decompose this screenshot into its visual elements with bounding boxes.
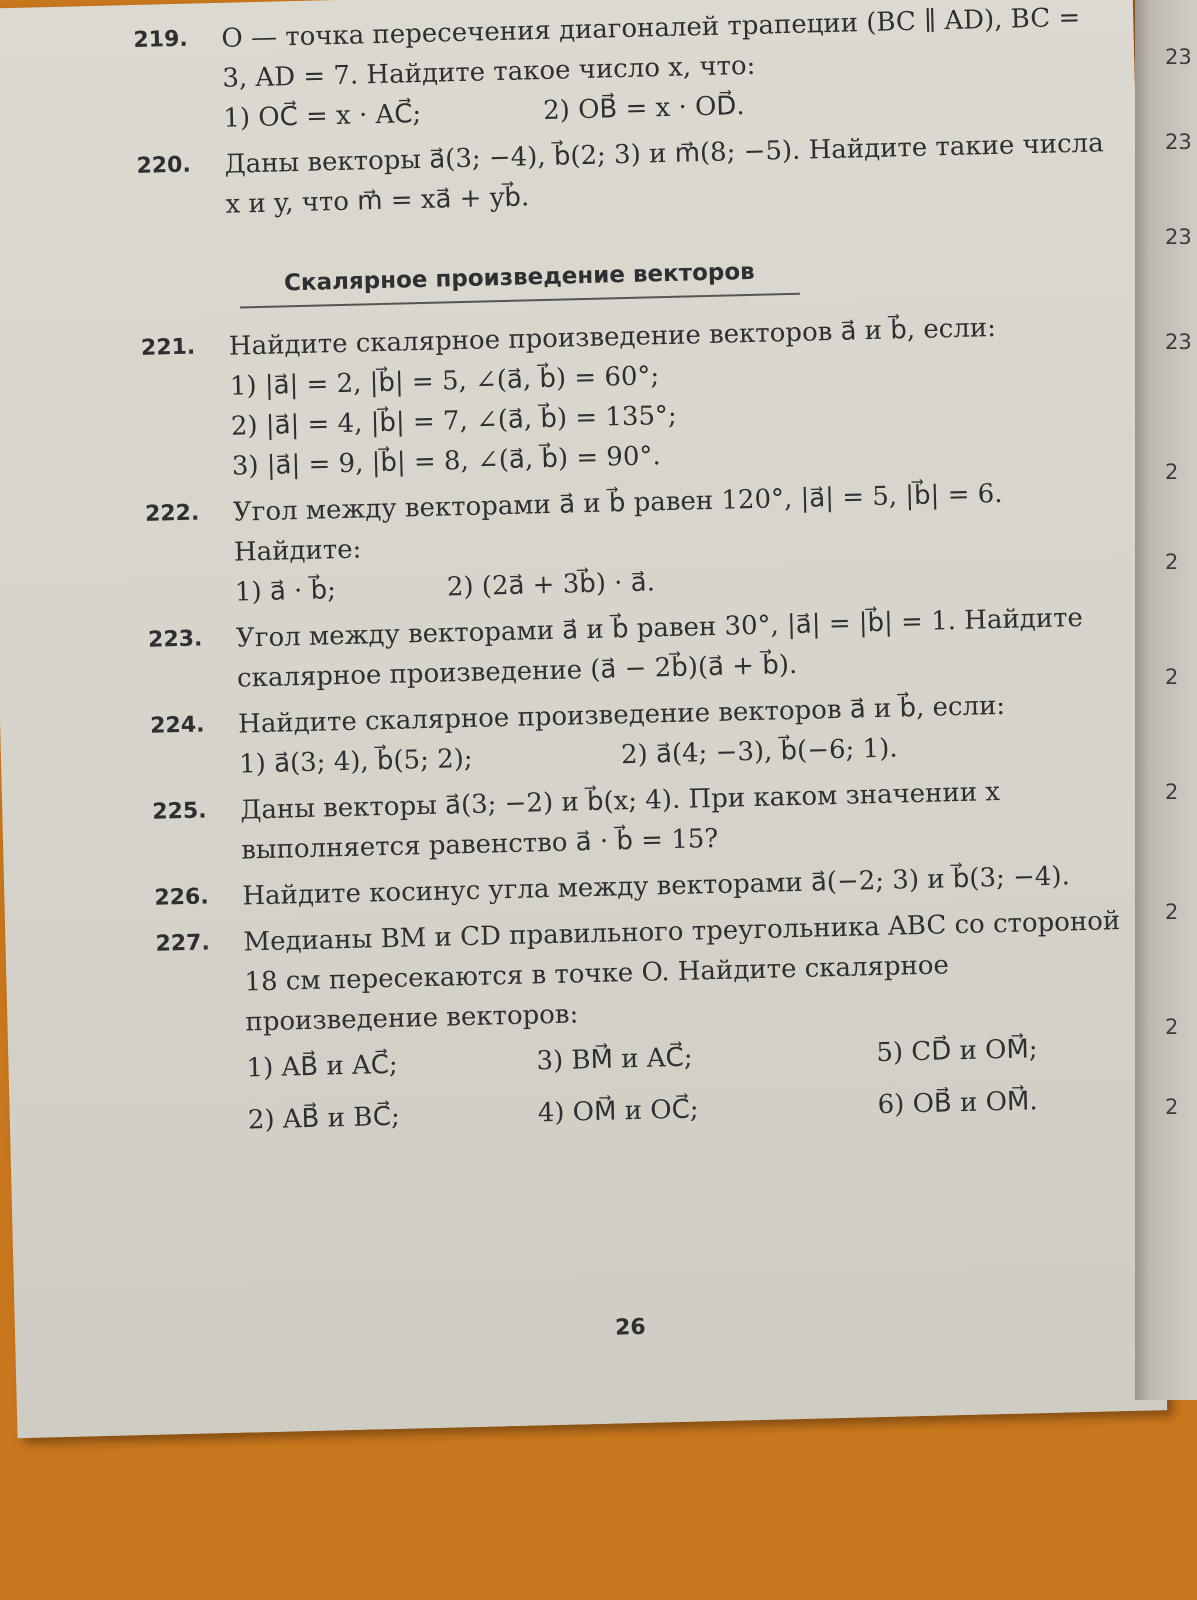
adjacent-page-number: 2 xyxy=(1165,550,1179,574)
problem-224 xyxy=(150,683,1127,787)
adjacent-page-number: 2 xyxy=(1165,1015,1179,1039)
sub-item: 1) OC⃗ = x · AC⃗; xyxy=(223,98,422,134)
problem-text: Даны векторы a⃗(3; −4), b⃗(2; 3) и m⃗(8; −5). Найдите такие числа x и y, что m⃗ = xa⃗ + yb⃗. xyxy=(224,128,1104,220)
problem-number: 219. xyxy=(133,26,189,53)
sub-item: 3) BM⃗ и AC⃗; xyxy=(536,1042,693,1077)
sub-item: 4) OM⃗ и OC⃗; xyxy=(537,1094,699,1129)
problem-223 xyxy=(148,597,1125,701)
problem-225 xyxy=(152,769,1129,873)
sub-item: 2) |a⃗| = 4, |b⃗| = 7, ∠(a⃗, b⃗) = 135°; xyxy=(230,400,678,442)
adjacent-page-number: 23 xyxy=(1165,225,1192,249)
page-number: 26 xyxy=(614,1314,646,1341)
page-content xyxy=(133,0,1135,1143)
adjacent-page-edge xyxy=(1135,0,1197,1400)
adjacent-page-number: 2 xyxy=(1165,900,1179,924)
sub-item: 2) AB⃗ и BC⃗; xyxy=(247,1101,401,1136)
problem-number: 227. xyxy=(155,930,211,957)
problem-221 xyxy=(141,305,1120,489)
problem-number: 226. xyxy=(154,884,209,911)
problem-number: 221. xyxy=(140,334,196,361)
problem-number: 220. xyxy=(136,152,192,179)
adjacent-page-number: 23 xyxy=(1165,45,1192,69)
sub-item: 3) |a⃗| = 9, |b⃗| = 8, ∠(a⃗, b⃗) = 90°. xyxy=(231,441,662,482)
adjacent-page-number: 2 xyxy=(1165,1095,1179,1119)
sub-items xyxy=(229,345,1119,487)
problem-219 xyxy=(133,0,1111,141)
adjacent-page-number: 2 xyxy=(1165,665,1179,689)
problem-number: 225. xyxy=(152,798,207,825)
problem-text: Медианы BM и CD правильного треугольника ABC со стороной 18 см пересекаются в точке O. Найдите скалярное произведение векторов: xyxy=(243,906,1121,1038)
sub-item: 1) AB⃗ и AC⃗; xyxy=(246,1049,399,1084)
adjacent-page-number: 23 xyxy=(1165,330,1192,354)
problem-227 xyxy=(155,901,1135,1143)
sub-item: 1) a⃗(3; 4), b⃗(5; 2); xyxy=(238,743,473,780)
problem-number: 222. xyxy=(144,500,200,527)
problem-text: Найдите скалярное произведение векторов a⃗ и b⃗, если: xyxy=(237,690,1006,740)
sub-item: 2) a⃗(4; −3), b⃗(−6; 1). xyxy=(620,733,898,771)
problem-number: 224. xyxy=(149,712,205,739)
sub-item: 6) OB⃗ и OM⃗. xyxy=(877,1086,1038,1121)
section-heading: Скалярное произведение векторов xyxy=(239,251,800,309)
problem-text: Угол между векторами a⃗ и b⃗ равен 30°, |a⃗| = |b⃗| = 1. Найдите скалярное произведение (a⃗ − 2b⃗)(a⃗ + b⃗). xyxy=(235,602,1084,694)
sub-item: 2) OB⃗ = x · OD⃗. xyxy=(542,91,745,126)
adjacent-page-number: 2 xyxy=(1165,460,1179,484)
sub-item: 1) a⃗ · b⃗; xyxy=(234,575,337,608)
problem-text: Найдите косинус угла между векторами a⃗(−2; 3) и b⃗(3; −4). xyxy=(242,861,1071,912)
sub-item: 5) CD⃗ и OM⃗; xyxy=(876,1034,1038,1069)
problem-220 xyxy=(136,123,1113,227)
sub-items xyxy=(246,1027,1135,1141)
problem-222 xyxy=(145,471,1123,615)
problem-text: O — точка пересечения диагоналей трапеции (BC ∥ AD), BC = 3, AD = 7. Найдите такое число x, что: xyxy=(221,2,1081,94)
sub-item: 2) (2a⃗ + 3b⃗) · a⃗. xyxy=(446,567,656,603)
sub-item: 1) |a⃗| = 2, |b⃗| = 5, ∠(a⃗, b⃗) = 60°; xyxy=(229,361,660,402)
problem-text: Даны векторы a⃗(3; −2) и b⃗(x; 4). При каком значении x выполняется равенство a⃗ · b⃗ = 15? xyxy=(239,777,1001,866)
adjacent-page-number: 2 xyxy=(1165,780,1179,804)
problem-number: 223. xyxy=(147,626,203,653)
problem-text: Угол между векторами a⃗ и b⃗ равен 120°, |a⃗| = 5, |b⃗| = 6. Найдите: xyxy=(232,478,1003,568)
problem-text: Найдите скалярное произведение векторов a⃗ и b⃗, если: xyxy=(228,312,997,362)
adjacent-page-number: 23 xyxy=(1165,130,1192,154)
